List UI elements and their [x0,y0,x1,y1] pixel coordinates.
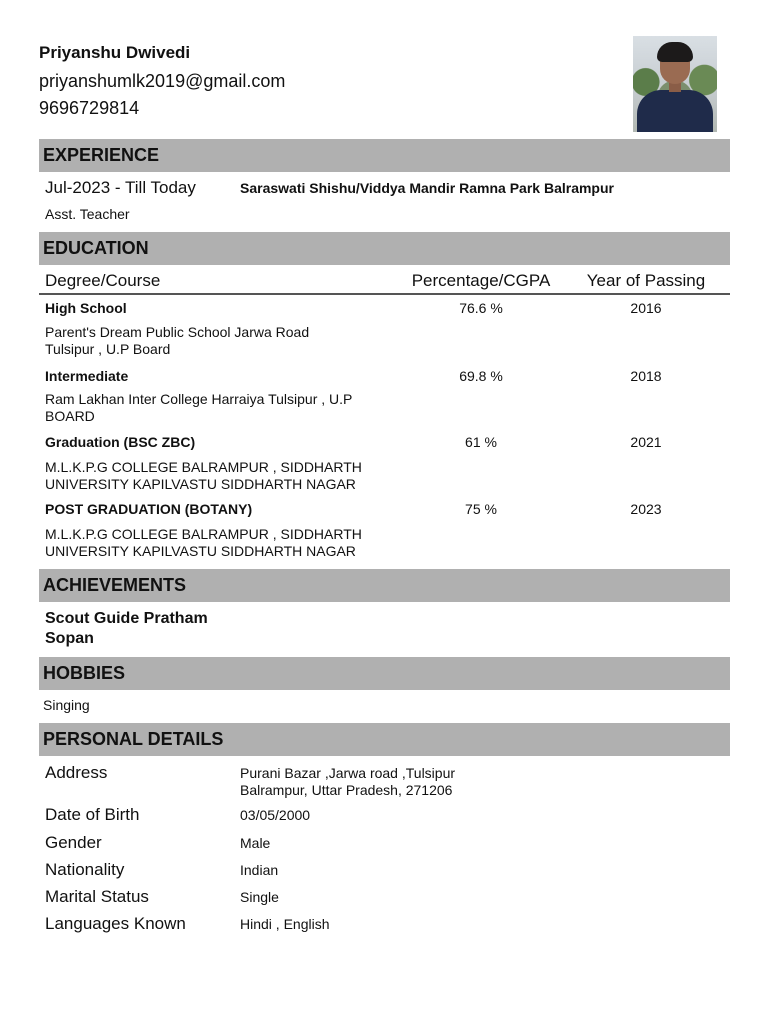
education-row-degree: POST GRADUATION (BOTANY) [45,501,253,517]
education-row-percentage: 75 % [465,501,497,517]
dob-value: 03/05/2000 [240,807,311,823]
education-row-degree: Intermediate [45,368,129,384]
dob-label: Date of Birth [45,805,140,824]
education-row-year: 2018 [630,368,662,384]
email-text: priyanshumlk2019@gmail.com [39,71,286,91]
section-header-achievements: ACHIEVEMENTS [39,569,730,602]
marital-status-value: Single [240,889,279,905]
phone-text: 9696729814 [39,98,140,118]
experience-period: Jul-2023 - Till Today [45,178,196,197]
contact-header [39,42,285,121]
languages-label: Languages Known [45,914,186,933]
education-row-year: 2016 [630,300,662,316]
address-label: Address [45,763,108,782]
education-row-year: 2023 [630,501,662,517]
education-col-degree: Degree/Course [45,271,161,290]
education-row-percentage: 61 % [465,434,497,450]
education-row-percentage: 69.8 % [459,368,503,384]
section-header-experience: EXPERIENCE [39,139,730,172]
section-header-hobbies: HOBBIES [39,657,730,690]
candidate-name: Priyanshu Dwivedi [39,43,191,62]
achievement-item: Scout Guide Pratham Sopan [45,610,208,647]
address-value: Purani Bazar ,Jarwa road ,Tulsipur Balrampur, Uttar Pradesh, 271206 [240,765,456,798]
gender-value: Male [240,835,271,851]
education-row-institution: M.L.K.P.G COLLEGE BALRAMPUR , SIDDHARTH UNIVERSITY KAPILVASTU SIDDHARTH NAGAR [45,459,362,492]
education-row-institution: Parent's Dream Public School Jarwa Road Tulsipur , U.P Board [45,324,310,357]
hobby-item: Singing [43,697,90,713]
section-header-personal-details: PERSONAL DETAILS [39,723,730,756]
education-row-institution: Ram Lakhan Inter College Harraiya Tulsipur , U.P BOARD [45,391,353,424]
education-row-percentage: 76.6 % [459,300,503,316]
profile-photo [633,36,717,132]
nationality-label: Nationality [45,860,125,879]
marital-status-label: Marital Status [45,887,149,906]
education-col-year: Year of Passing [586,271,706,290]
gender-label: Gender [45,833,102,852]
education-row-degree: High School [45,300,127,316]
section-header-education: EDUCATION [39,232,730,265]
languages-value: Hindi , English [240,916,330,932]
education-row-degree: Graduation (BSC ZBC) [45,434,196,450]
education-col-percentage: Percentage/CGPA [411,271,551,290]
table-header-divider [39,293,730,295]
experience-role: Asst. Teacher [45,206,130,222]
experience-organization: Saraswati Shishu/Viddya Mandir Ramna Park Balrampur [240,180,614,196]
nationality-value: Indian [240,862,279,878]
education-row-year: 2021 [630,434,662,450]
education-row-institution: M.L.K.P.G COLLEGE BALRAMPUR , SIDDHARTH UNIVERSITY KAPILVASTU SIDDHARTH NAGAR [45,526,362,559]
